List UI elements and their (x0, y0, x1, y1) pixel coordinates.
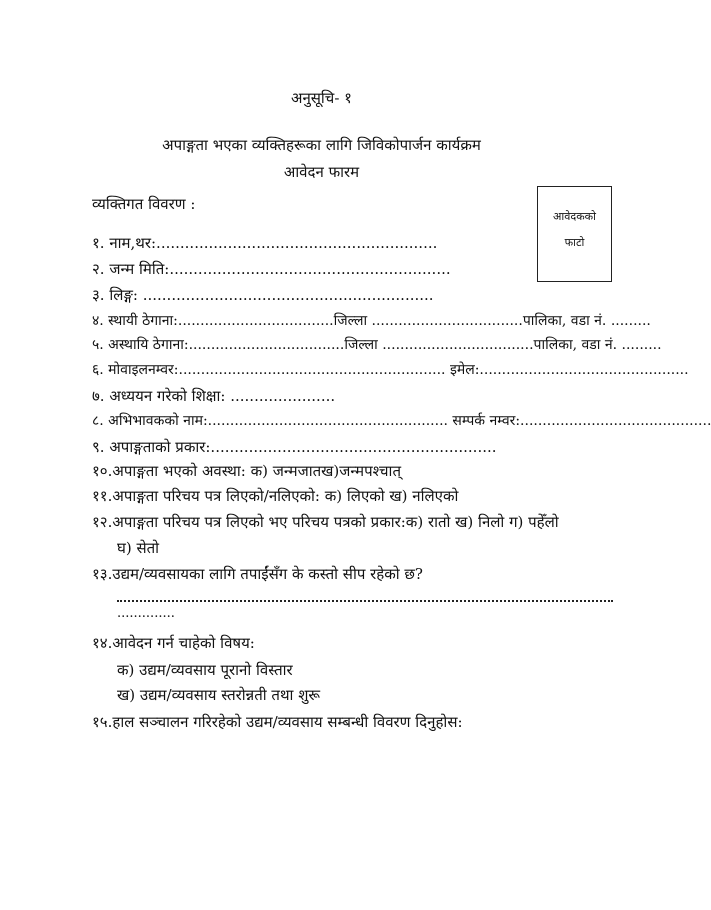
personal-details-heading: व्यक्तिगत विवरण : (92, 195, 196, 213)
field-permanent-address: ४. स्थायी ठेगाना:...................................जिल्ला ..................................पालिका, वडा नं. ......... (92, 313, 651, 329)
photo-box-label-line1: आवेदकको (553, 210, 596, 223)
field-name: १. नाम,थर:........................................................... (92, 234, 438, 252)
skills-answer-line (117, 600, 613, 602)
field-id-card-type-option-white: घ) सेतो (117, 539, 160, 557)
field-id-card-status: ११.अपाङ्गता परिचय पत्र लिएको/नलिएको: क) लिएको ख) नलिएको (92, 487, 459, 505)
applicant-photo-box (537, 186, 612, 282)
schedule-label: अनुसूचि- १ (291, 89, 352, 107)
field-disability-type: ९. अपाङ्गताको प्रकार:............................................................ (92, 438, 497, 456)
photo-box-label-line2: फाटो (564, 236, 585, 249)
field-guardian-contact: ८. अभिभावकको नाम:...................................................... सम्पर्क नम्वर:........................................... (92, 413, 711, 429)
field-id-card-type: १२.अपाङ्गता परिचय पत्र लिएको भए परिचय पत्रको प्रकार:क) रातो ख) निलो ग) पहेँलो (92, 513, 559, 531)
field-application-subject: १४.आवेदन गर्न चाहेको विषय: (92, 634, 255, 652)
subject-option-expansion: क) उद्यम/व्यवसाय पूरानो विस्तार (117, 661, 293, 679)
field-education: ७. अध्ययन गरेको शिक्षा: ...................... (92, 387, 336, 405)
form-title: आवेदन फारम (283, 163, 360, 181)
skills-answer-continuation: .............. (117, 606, 175, 621)
field-date-of-birth: २. जन्म मिति:........................................................... (92, 260, 451, 278)
field-disability-status: १०.अपाङ्गता भएको अवस्था: क) जन्मजातख)जन्मपश्चात् (92, 462, 401, 480)
program-title: अपाङ्गता भएका व्यक्तिहरूका लागि जिविकोपार्जन कार्यक्रम (162, 136, 481, 154)
field-temporary-address: ५. अस्थायि ठेगाना:...................................जिल्ला ..................................पालिका, वडा नं. ......... (92, 337, 662, 353)
field-gender: ३. लिङ्ग: ............................................................. (92, 286, 434, 304)
subject-option-upgrade-start: ख) उद्यम/व्यवसाय स्तरोन्नती तथा शुरू (117, 686, 321, 704)
field-mobile-email: ६. मोवाइलनम्वर:............................................................ इमेल:............................................... (92, 362, 689, 378)
field-skills-question: १३.उद्यम/व्यवसायका लागि तपाईंसँग के कस्तो सीप रहेको छ? (92, 565, 423, 583)
field-current-business-details: १५.हाल सञ्चालन गरिरहेको उद्यम/व्यवसाय सम्बन्धी विवरण दिनुहोस: (92, 713, 463, 731)
